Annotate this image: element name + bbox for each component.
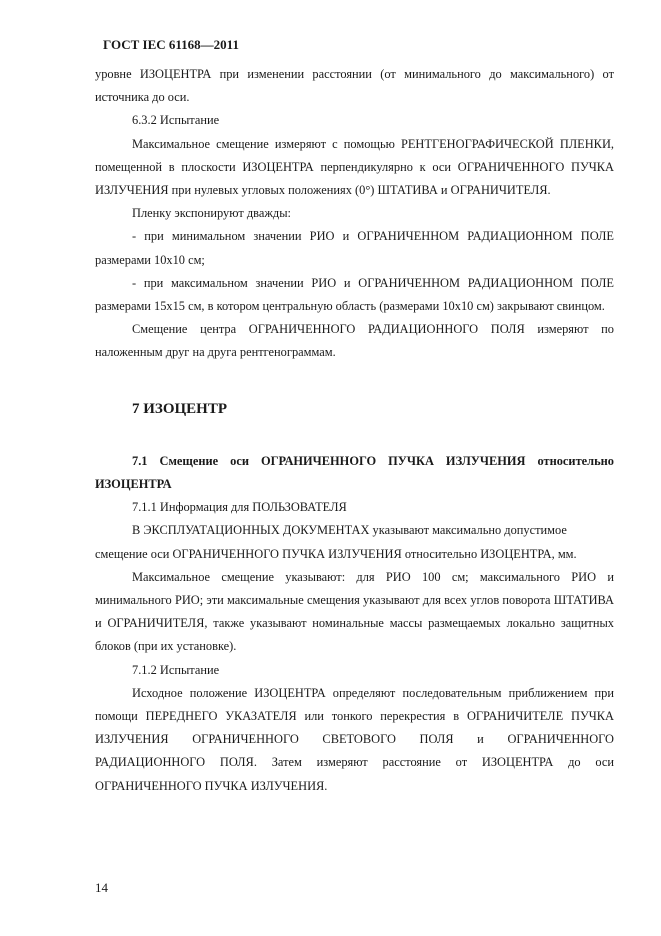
- section-heading: 7 ИЗОЦЕНТР: [132, 400, 228, 417]
- paragraph: уровне ИЗОЦЕНТРА при изменении расстоянии (от минимального до максимального) от источника до оси.: [95, 67, 614, 105]
- paragraph: Максимальное смещение указывают: для РИО 100 см; максимального РИО и минимального РИО; эти максимальные смещения указывают для всех углов поворота ШТАТИВА и ОГРАНИЧИТЕЛЯ, также указывают номинальные массы размещаемых локально защитных блоков (при их установке).: [95, 569, 614, 654]
- clause-7-1-1-title: 7.1.1 Информация для ПОЛЬЗОВАТЕЛЯ: [132, 500, 347, 515]
- list-item: - при минимальном значении РИО и ОГРАНИЧЕННОМ РАДИАЦИОННОМ ПОЛЕ размерами 10х10 см;: [95, 229, 614, 267]
- document-body: [95, 63, 614, 798]
- page-number: 14: [95, 880, 108, 895]
- subsection-heading: 7.1 Смещение оси ОГРАНИЧЕННОГО ПУЧКА ИЗЛУЧЕНИЯ относительно ИЗОЦЕНТРА: [95, 453, 614, 492]
- list-item: - при максимальном значении РИО и ОГРАНИЧЕННОМ РАДИАЦИОННОМ ПОЛЕ размерами 15х15 см, в котором центральную область (размерами 10х10 см) закрывают свинцом.: [95, 275, 614, 314]
- clause-6-3-2-title: 6.3.2 Испытание: [132, 113, 220, 128]
- paragraph: В ЭКСПЛУАТАЦИОННЫХ ДОКУМЕНТАХ указывают максимально допустимое смещение оси ОГРАНИЧЕННОГО ПУЧКА ИЗЛУЧЕНИЯ относительно ИЗОЦЕНТРА, мм.: [95, 523, 577, 561]
- clause-7-1-2-title: 7.1.2 Испытание: [132, 662, 220, 677]
- page-header: ГОСТ IEC 61168—2011: [103, 37, 239, 52]
- paragraph: Пленку экспонируют дважды:: [132, 206, 291, 221]
- paragraph: Смещение центра ОГРАНИЧЕННОГО РАДИАЦИОННОГО ПОЛЯ измеряют по наложенным друг на друга рентгенограммам.: [95, 322, 614, 360]
- paragraph: Максимальное смещение измеряют с помощью РЕНТГЕНОГРАФИЧЕСКОЙ ПЛЕНКИ, помещенной в плоскости ИЗОЦЕНТРА перпендикулярно к оси ОГРАНИЧЕННОГО ПУЧКА ИЗЛУЧЕНИЯ при нулевых угловых положениях (0°) ШТАТИВА и ОГРАНИЧИТЕЛЯ.: [95, 136, 614, 198]
- paragraph: Исходное положение ИЗОЦЕНТРА определяют последовательным приближением при помощи ПЕРЕДНЕГО УКАЗАТЕЛЯ или тонкого перекрестия в ОГРАНИЧИТЕЛЕ ПУЧКА ИЗЛУЧЕНИЯ ОГРАНИЧЕННОГО СВЕТОВОГО ПОЛЯ и ОГРАНИЧЕННОГО РАДИАЦИОННОГО ПОЛЯ. Затем измеряют расстояние от ИЗОЦЕНТРА до оси ОГРАНИЧЕННОГО ПУЧКА ИЗЛУЧЕНИЯ.: [95, 685, 614, 793]
